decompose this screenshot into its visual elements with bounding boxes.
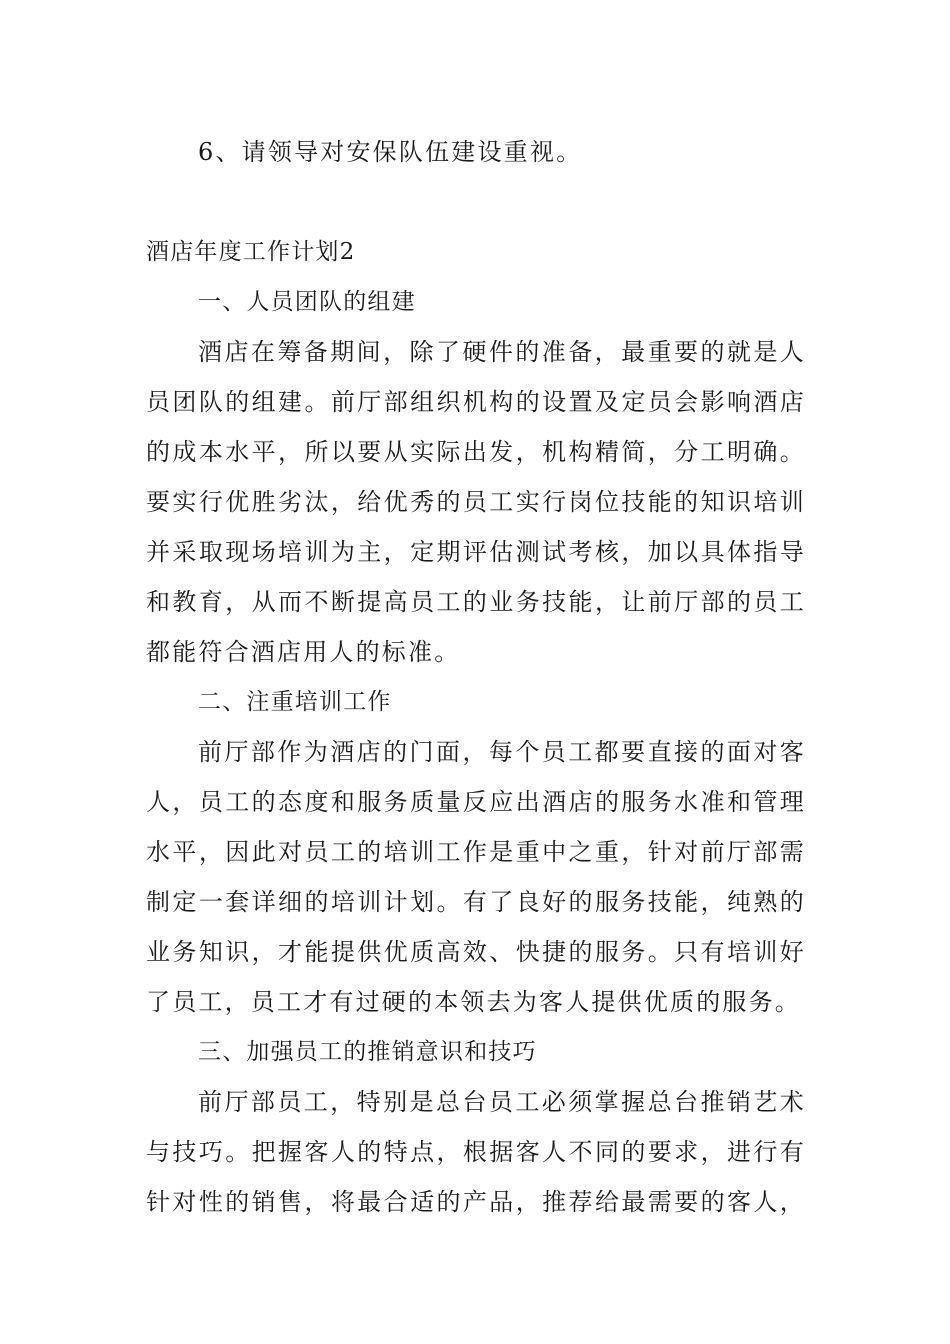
paragraph-line: 针对性的销售，将最合适的产品，推荐给最需要的客人， [146, 1188, 806, 1216]
section-title: 酒店年度工作计划2 [146, 239, 356, 265]
paragraph-line: 都能符合酒店用人的标准。 [146, 638, 461, 666]
paragraph-line: 了员工，员工才有过硬的本领去为客人提供优质的服务。 [146, 988, 801, 1016]
paragraph-line: 要实行优胜劣汰，给优秀的员工实行岗位技能的知识培训 [146, 488, 806, 516]
paragraph-line: 前厅部作为酒店的门面，每个员工都要直接的面对客 [198, 738, 806, 766]
heading-part-1: 一、人员团队的组建 [198, 289, 416, 315]
list-item-6: 6、请领导对安保队伍建设重视。 [198, 138, 583, 166]
paragraph-line: 的成本水平，所以要从实际出发，机构精简，分工明确。 [146, 438, 806, 466]
paragraph-line: 制定一套详细的培训计划。有了良好的服务技能，纯熟的 [146, 888, 806, 916]
paragraph-line: 和教育，从而不断提高员工的业务技能，让前厅部的员工 [146, 588, 806, 616]
heading-part-3: 三、加强员工的推销意识和技巧 [198, 1039, 537, 1065]
paragraph-line: 前厅部员工，特别是总台员工必须掌握总台推销艺术 [198, 1088, 806, 1116]
heading-part-2: 二、注重培训工作 [198, 689, 392, 715]
paragraph-line: 酒店在筹备期间，除了硬件的准备，最重要的就是人 [198, 338, 806, 366]
paragraph-line: 并采取现场培训为主，定期评估测试考核，加以具体指导 [146, 538, 806, 566]
paragraph-line: 人，员工的态度和服务质量反应出酒店的服务水准和管理 [146, 788, 806, 816]
paragraph-line: 水平，因此对员工的培训工作是重中之重，针对前厅部需 [146, 838, 806, 866]
paragraph-line: 员团队的组建。前厅部组织机构的设置及定员会影响酒店 [146, 388, 806, 416]
paragraph-line: 业务知识，才能提供优质高效、快捷的服务。只有培训好 [146, 938, 806, 966]
paragraph-line: 与技巧。把握客人的特点，根据客人不同的要求，进行有 [146, 1138, 806, 1166]
